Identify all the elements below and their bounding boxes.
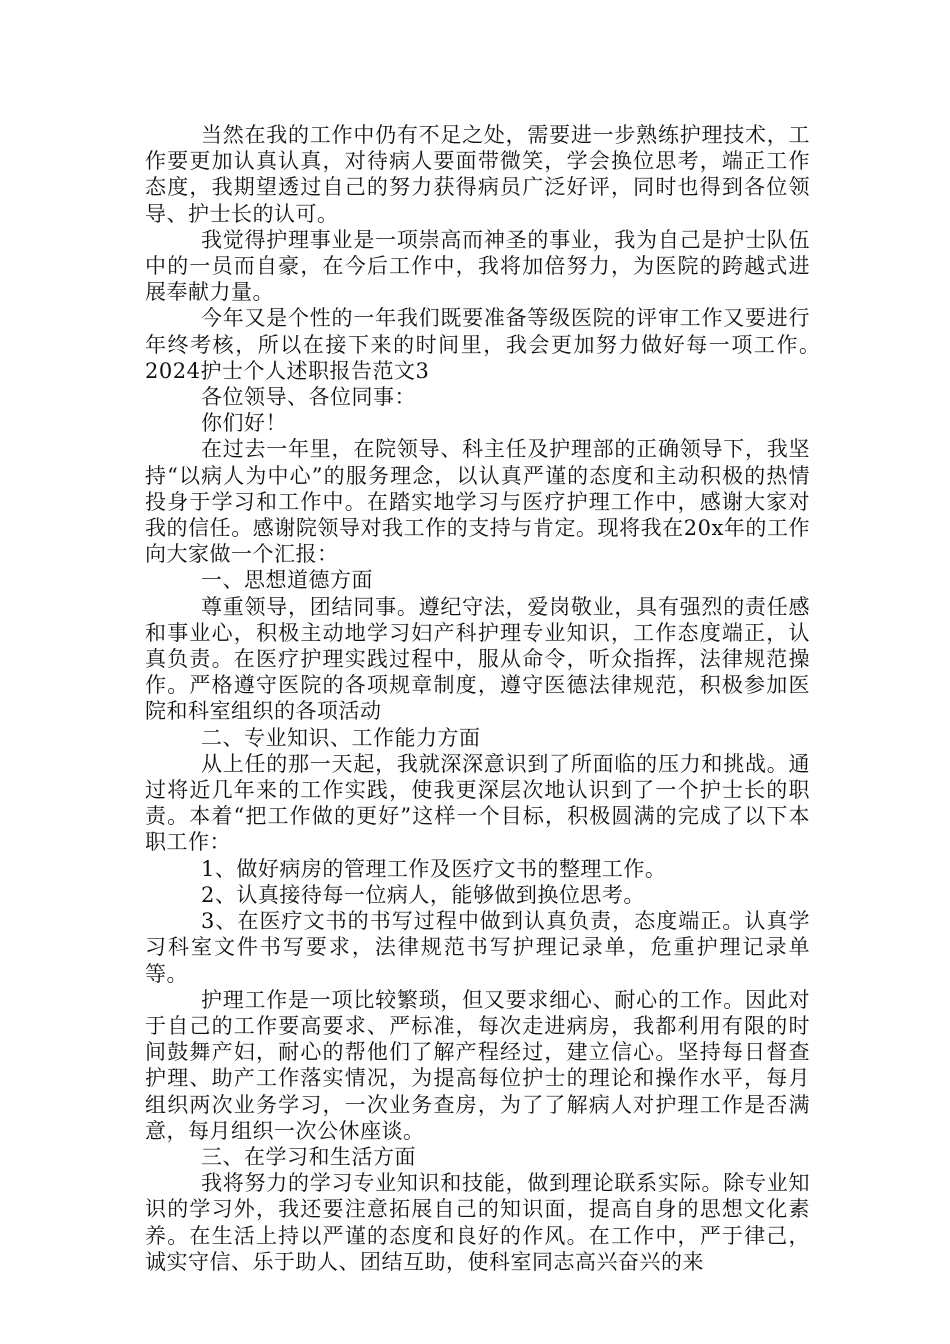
section-heading-ethics: 一、思想道德方面 bbox=[201, 568, 373, 593]
paragraph-study-life: 我将努力的学习专业知识和技能，做到理论联系实际。除专业知识的学习外，我还要注意拓展自己的知识面，提高自身的思想文化素养。在生活上持以严谨的态度和良好的作风。在工作中，严于律己，诚实守信、乐于助人、团结互助，使科室同志高兴奋兴的来 bbox=[145, 1171, 810, 1274]
paragraph-ethics: 尊重领导，团结同事。遵纪守法，爱岗敬业，具有强烈的责任感和事业心，积极主动地学习妇产科护理专业知识，工作态度端正，认真负责。在医疗护理实践过程中，服从命令，听众指挥，法律规范操作。严格遵守医院的各项规章制度，遵守医德法律规范，积极参加医院和科室组织的各项活动 bbox=[145, 594, 810, 724]
list-item-1: 1、做好病房的管理工作及医疗文书的整理工作。 bbox=[201, 856, 667, 881]
document-body bbox=[145, 122, 853, 1275]
greeting: 你们好！ bbox=[201, 411, 287, 436]
section-heading-professional: 二、专业知识、工作能力方面 bbox=[201, 725, 481, 750]
paragraph-past-year: 在过去一年里，在院领导、科主任及护理部的正确领导下，我坚持“以病人为中心”的服务理念，以认真严谨的态度和主动积极的热情投身于学习和工作中。在踏实地学习与医疗护理工作中，感谢大家对我的信任。感谢院领导对我工作的支持与肯定。现将我在20x年的工作向大家做一个汇报： bbox=[145, 437, 810, 567]
list-item-2: 2、认真接待每一位病人，能够做到换位思考。 bbox=[201, 882, 645, 907]
salutation: 各位领导、各位同事： bbox=[201, 385, 416, 410]
paragraph-this-year: 今年又是个性的一年我们既要准备等级医院的评审工作又要进行年终考核，所以在接下来的时间里，我会更加努力做好每一项工作。 2024护士个人述职报告范文3 bbox=[145, 306, 853, 383]
paragraph-professional: 从上任的那一天起，我就深深意识到了所面临的压力和挑战。通过将近几年来的工作实践，使我更深层次地认识到了一个护士长的职责。本着“把工作做的更好”这样一个目标，积极圆满的完成了以下本职工作： bbox=[145, 751, 810, 855]
list-item-3: 3、在医疗文书的书写过程中做到认真负责，态度端正。认真学习科室文件书写要求，法律规范书写护理记录单，危重护理记录单等。 bbox=[145, 909, 810, 986]
paragraph-nursing-career: 我觉得护理事业是一项崇高而神圣的事业，我为自己是护士队伍中的一员而自豪，在今后工作中，我将加倍努力，为医院的跨越式进展奉献力量。 bbox=[145, 227, 810, 305]
section-heading-study-life: 三、在学习和生活方面 bbox=[201, 1144, 416, 1169]
paragraph-shortcomings: 当然在我的工作中仍有不足之处，需要进一步熟练护理技术，工作要更加认真认真，对待病人要面带微笑，学会换位思考，端正工作态度，我期望透过自己的努力获得病员广泛好评，同时也得到各位领导、护士长的认可。 bbox=[145, 123, 810, 226]
paragraph-nursing-work: 护理工作是一项比较繁琐，但又要求细心、耐心的工作。因此对于自己的工作要高要求、严标准，每次走进病房，我都利用有限的时间鼓舞产妇，耐心的帮他们了解产程经过，建立信心。坚持每日督查护理、助产工作落实情况，为提高每位护士的理论和操作水平，每月组织两次业务学习，一次业务查房，为了了解病人对护理工作是否满意，每月组织一次公休座谈。 bbox=[145, 987, 810, 1143]
